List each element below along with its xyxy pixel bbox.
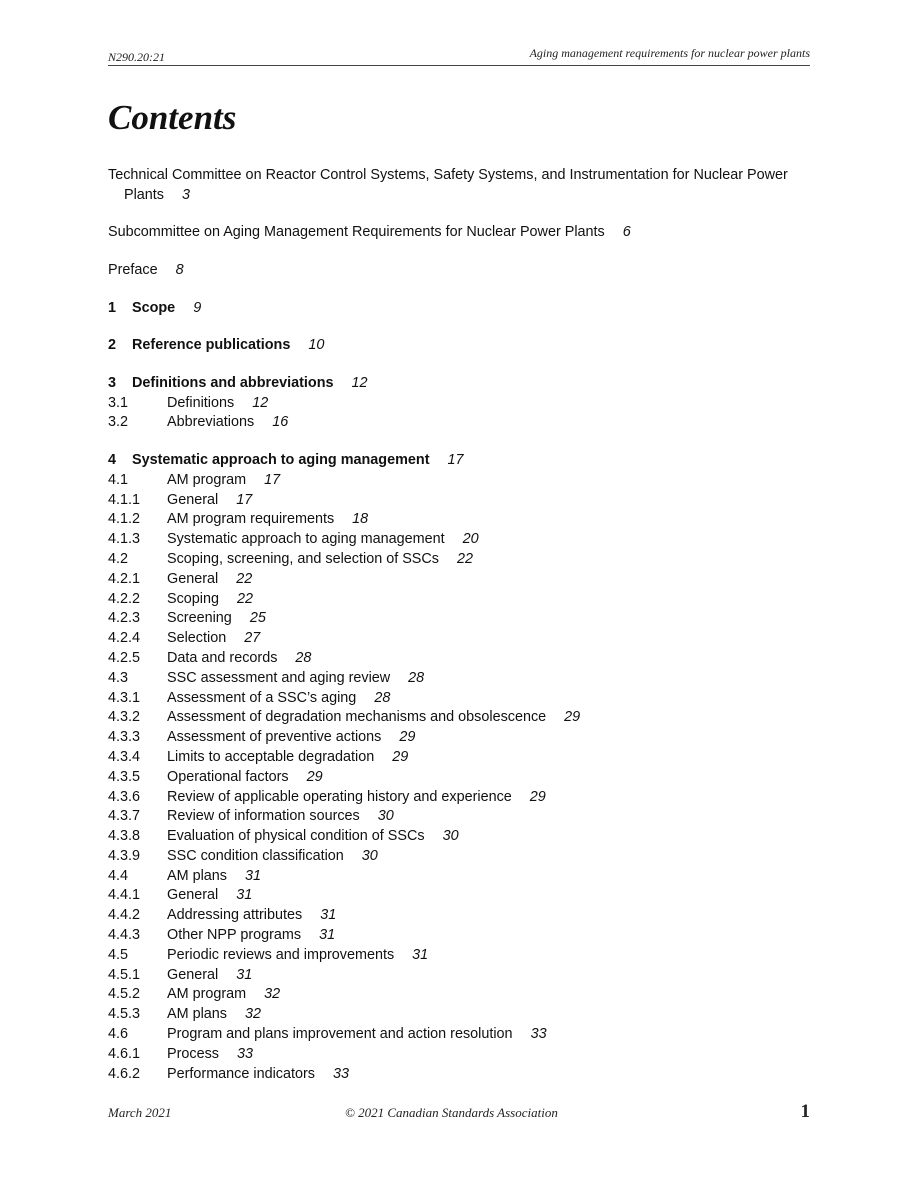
toc-entry-page: 17 [264,471,281,488]
toc-entry-title: AM program [167,471,247,488]
toc-entry-number: 4.1 [108,471,129,488]
toc-entry[interactable] [108,847,810,867]
toc-entry[interactable] [108,413,810,433]
toc-entry-number: 4.2.3 [108,610,141,627]
toc-entry[interactable] [108,451,810,471]
toc-entry-number: 4.3.7 [108,808,141,825]
toc-entry[interactable] [108,669,810,689]
toc-entry[interactable] [108,768,810,788]
toc-entry-title: General [167,966,219,983]
toc-entry-title: Addressing attributes [167,907,303,924]
toc-entry-title: AM program requirements [167,511,335,528]
toc-entry-title: Program and plans improvement and action resolution [167,1026,513,1043]
toc-entry[interactable] [108,1045,810,1065]
page-title: Contents [108,98,237,137]
toc-entry-title: General [167,570,219,587]
toc-entry-title: Definitions [167,394,235,411]
toc-entry-title: Evaluation of physical condition of SSCs [167,828,425,845]
toc-entry-number: 4 [108,451,117,468]
toc-entry-number: 4.5 [108,946,129,963]
toc-entry-title: Reference publications [132,337,291,354]
toc-entry-title: Screening [167,610,232,627]
toc-entry-page: 32 [264,986,281,1003]
toc-entry-title: AM program [167,986,247,1003]
toc-entry-page: 8 [175,261,184,278]
toc-entry-page: 31 [245,867,262,884]
toc-entry-page: 25 [249,610,266,627]
toc-entry[interactable] [108,336,810,356]
toc-entry-page: 33 [236,1045,253,1062]
toc-entry-title: Preface [108,261,158,278]
toc-entry[interactable] [108,223,810,243]
toc-entry[interactable] [108,491,810,511]
toc-entry-title: Systematic approach to aging management [132,451,430,468]
toc-entry-page: 32 [245,1006,262,1023]
toc-entry-title: Scoping [167,590,220,607]
toc-entry-title: AM plans [167,867,227,884]
page-footer [108,1103,810,1123]
toc-entry[interactable] [108,510,810,530]
toc-entry-number: 4.3.5 [108,768,141,785]
toc-entry[interactable] [108,966,810,986]
toc-entry[interactable] [108,1005,810,1025]
running-header [108,46,810,66]
toc-entry[interactable] [108,261,810,281]
toc-entry-page: 12 [252,394,269,411]
toc-entry-number: 4.5.2 [108,986,141,1003]
toc-entry-title: Technical Committee on Reactor Control Systems, Safety Systems, and Instrumentation for Nuclear Power Plants [108,167,788,203]
toc-entry[interactable] [108,1065,810,1085]
toc-entry[interactable] [108,629,810,649]
toc-entry-page: 22 [236,570,253,587]
toc-entry-page: 31 [236,966,253,983]
toc-entry-page: 33 [332,1065,349,1082]
toc-entry-title: Definitions and abbreviations [132,374,334,391]
toc-entry-number: 4.3.3 [108,729,141,746]
toc-entry[interactable] [108,530,810,550]
toc-entry[interactable] [108,728,810,748]
toc-entry-page: 28 [408,669,425,686]
footer-date: March 2021 [108,1105,172,1120]
toc-entry[interactable] [108,689,810,709]
toc-entry-number: 4.3.6 [108,788,141,805]
toc-entry-number: 4.4.3 [108,927,141,944]
toc-entry[interactable] [108,906,810,926]
toc-entry-number: 4.2 [108,550,129,567]
toc-entry-number: 4.3.2 [108,709,141,726]
toc-entry-title: SSC condition classification [167,847,344,864]
toc-entry-page: 17 [236,491,253,508]
toc-entry-title: Scoping, screening, and selection of SSCs [167,550,439,567]
toc-entry-page: 22 [237,590,254,607]
toc-entry-number: 4.2.5 [108,649,141,666]
toc-entry[interactable] [108,867,810,887]
toc-entry-page: 29 [399,729,416,746]
toc-entry[interactable] [108,788,810,808]
toc-entry-title: Systematic approach to aging management [167,531,445,548]
toc-entry-page: 31 [236,887,253,904]
toc-entry-page: 27 [244,630,261,647]
toc-entry[interactable] [108,708,810,728]
page-number: 1 [800,1101,810,1122]
table-of-contents [108,166,810,1084]
toc-entry-number: 1 [108,299,117,316]
toc-entry-title: Operational factors [167,768,289,785]
toc-entry-title: Review of applicable operating history and experience [167,788,512,805]
toc-entry-page: 16 [272,414,289,431]
toc-entry-number: 4.3.4 [108,748,141,765]
toc-entry-title: Periodic reviews and improvements [167,946,395,963]
toc-entry[interactable] [108,609,810,629]
toc-entry-page: 9 [193,299,202,316]
toc-entry[interactable] [108,166,810,206]
toc-entry-page: 28 [374,689,391,706]
toc-entry-page: 29 [564,709,581,726]
toc-entry[interactable] [108,590,810,610]
toc-entry-page: 18 [352,511,369,528]
toc-entry-number: 4.5.3 [108,1006,141,1023]
toc-entry-number: 3 [108,374,117,391]
toc-entry-page: 10 [308,337,325,354]
toc-entry-number: 4.3 [108,669,129,686]
toc-entry[interactable] [108,299,810,319]
toc-entry-number: 4.6.2 [108,1065,141,1082]
toc-entry[interactable] [108,394,810,414]
toc-entry-title: Limits to acceptable degradation [167,748,375,765]
toc-entry[interactable] [108,374,810,394]
toc-entry[interactable] [108,807,810,827]
toc-entry-page: 29 [306,768,323,785]
toc-entry-title: Scope [132,299,176,316]
toc-entry[interactable] [108,649,810,669]
toc-entry-number: 4.6.1 [108,1045,141,1062]
toc-entry-page: 30 [442,828,459,845]
toc-entry[interactable] [108,827,810,847]
toc-entry-number: 3.1 [108,394,129,411]
toc-entry-page: 31 [320,907,337,924]
toc-entry-page: 12 [351,374,368,391]
toc-entry-page: 6 [622,224,631,241]
toc-entry-title: Review of information sources [167,808,360,825]
toc-entry-page: 3 [182,186,191,203]
toc-entry-page: 22 [456,550,473,567]
toc-entry[interactable] [108,471,810,491]
toc-entry-page: 29 [529,788,546,805]
toc-entry-page: 33 [530,1026,547,1043]
toc-entry-number: 4.6 [108,1026,129,1043]
document-id: N290.20:21 [108,50,165,64]
toc-entry-title: Data and records [167,649,278,666]
toc-entry-number: 4.1.1 [108,491,141,508]
toc-entry-title: Assessment of a SSC’s aging [167,689,357,706]
toc-entry[interactable] [108,550,810,570]
toc-entry-number: 4.1.3 [108,531,141,548]
toc-entry-number: 4.2.2 [108,590,141,607]
toc-entry-number: 4.3.9 [108,847,141,864]
toc-entry-page: 31 [412,946,429,963]
toc-entry-page: 30 [377,808,394,825]
toc-entry-title: Selection [167,630,227,647]
toc-entry-title: Other NPP programs [167,927,302,944]
toc-entry-title: Assessment of preventive actions [167,729,382,746]
toc-entry-page: 29 [392,748,409,765]
toc-entry-title: Subcommittee on Aging Management Requirements for Nuclear Power Plants [108,224,605,241]
toc-entry[interactable] [108,1025,810,1045]
toc-entry[interactable] [108,946,810,966]
toc-entry-number: 4.3.1 [108,689,141,706]
toc-entry-number: 4.2.4 [108,630,141,647]
toc-entry-title: Process [167,1045,219,1062]
toc-entry-title: General [167,887,219,904]
toc-entry-number: 4.5.1 [108,966,141,983]
toc-entry[interactable] [108,926,810,946]
toc-entry-page: 20 [462,531,479,548]
toc-entry[interactable] [108,748,810,768]
toc-entry-number: 3.2 [108,414,129,431]
toc-entry-title: SSC assessment and aging review [167,669,391,686]
toc-entry-number: 4.3.8 [108,828,141,845]
toc-entry-number: 4.1.2 [108,511,141,528]
document-title: Aging management requirements for nuclear power plants [529,46,810,60]
toc-entry-page: 30 [361,847,378,864]
toc-entry-title: Performance indicators [167,1065,315,1082]
toc-entry-page: 31 [319,927,336,944]
toc-entry-title: General [167,491,219,508]
toc-entry-page: 17 [447,451,464,468]
toc-entry-title: AM plans [167,1006,227,1023]
toc-entry-title: Assessment of degradation mechanisms and obsolescence [167,709,547,726]
toc-entry-number: 2 [108,337,117,354]
toc-entry[interactable] [108,570,810,590]
toc-entry-number: 4.2.1 [108,570,141,587]
toc-entry-number: 4.4.1 [108,887,141,904]
toc-entry-number: 4.4.2 [108,907,141,924]
toc-entry-number: 4.4 [108,867,129,884]
toc-entry[interactable] [108,886,810,906]
toc-entry-title: Abbreviations [167,414,255,431]
toc-entry-page: 28 [295,649,312,666]
toc-entry[interactable] [108,985,810,1005]
footer-copyright: © 2021 Canadian Standards Association [345,1105,558,1120]
